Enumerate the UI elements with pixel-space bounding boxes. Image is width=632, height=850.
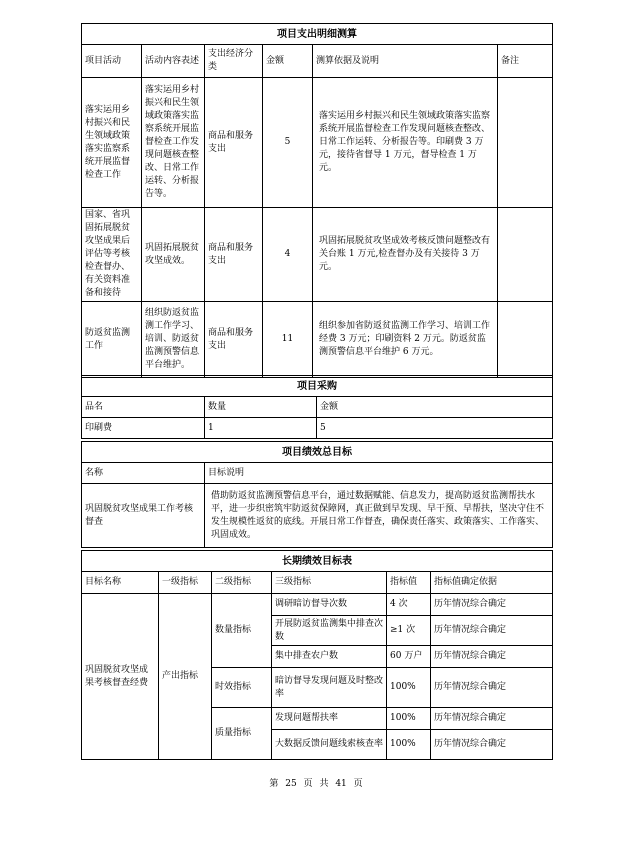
value-cell: 4 次 [387,594,431,616]
footer-prefix: 第 [269,779,279,789]
value-cell: 100% [387,730,431,760]
level3-cell: 大数据反馈问题线索核查率 [272,730,387,760]
level2-timeliness: 时效指标 [212,668,272,708]
footer-total-word: 共 [319,779,329,789]
level3-cell: 集中排查农户数 [272,646,387,668]
table-row [82,594,553,616]
table-row [82,208,553,302]
row-basis: 组织参加省防返贫监测工作学习、培训工作经费 3 万元；印刷资料 2 万元。防返贫监测预警信息平台维护 6 万元。 [313,302,498,378]
header-activity: 项目活动 [82,45,142,78]
current-page-number: 25 [285,779,297,789]
row-activity: 国家、省巩固拓展脱贫攻坚成果后评估等考核检查督办、有关资料准备和接待 [82,208,142,302]
footer-page-word: 页 [303,779,313,789]
header-basis: 测算依据及说明 [313,45,498,78]
row-content: 巩固拓展脱贫攻坚成效。 [142,208,205,302]
header-note: 备注 [498,45,553,78]
level2-quantity: 数量指标 [212,594,272,668]
row-basis: 巩固拓展脱贫攻坚成效考核反馈问题整改有关台账 1 万元,检查督办及有关接待 3 万元。 [313,208,498,302]
header-description: 目标说明 [205,463,553,484]
header-value: 指标值 [387,572,431,594]
row-amount: 11 [263,302,313,378]
header-item-name: 品名 [82,397,205,418]
header-content: 活动内容表述 [142,45,205,78]
row-note [498,208,553,302]
goal-name: 巩固脱贫攻坚成果工作考核督查 [82,484,205,548]
level3-cell: 调研暗访督导次数 [272,594,387,616]
header-name: 名称 [82,463,205,484]
level3-cell: 暗访督导发现问题及时整改率 [272,668,387,708]
value-basis-cell: 历年情况综合确定 [431,668,553,708]
level1-cell: 产出指标 [159,594,212,760]
header-level1: 一级指标 [159,572,212,594]
table-row [82,484,553,548]
purchase-table-title: 项目采购 [82,376,553,397]
value-basis-cell: 历年情况综合确定 [431,616,553,646]
header-quantity: 数量 [205,397,317,418]
value-basis-cell: 历年情况综合确定 [431,594,553,616]
longterm-table-title: 长期绩效目标表 [82,551,553,572]
value-basis-cell: 历年情况综合确定 [431,708,553,730]
header-amount: 金额 [317,397,553,418]
table-row [82,302,553,378]
row-content: 组织防返贫监测工作学习、培训、防返贫监测预警信息平台维护。 [142,302,205,378]
table-row [82,78,553,208]
item-name: 印刷费 [82,418,205,439]
performance-table-title: 项目绩效总目标 [82,442,553,463]
row-activity: 防返贫监测工作 [82,302,142,378]
footer-suffix: 页 [353,779,363,789]
table-row [82,418,553,439]
value-cell: 100% [387,708,431,730]
row-category: 商品和服务支出 [205,302,263,378]
expense-table-title: 项目支出明细测算 [82,24,553,45]
level3-cell: 开展防返贫监测集中排查次数 [272,616,387,646]
header-value-basis: 指标值确定依据 [431,572,553,594]
level3-cell: 发现问题帮扶率 [272,708,387,730]
row-amount: 5 [263,78,313,208]
header-goal-name: 目标名称 [82,572,159,594]
row-content: 落实运用乡村振兴和民生领域政策落实监察系统开展监督检查工作发现问题核查整改、日常工作运转、分析报告等。 [142,78,205,208]
header-amount: 金额 [263,45,313,78]
value-basis-cell: 历年情况综合确定 [431,646,553,668]
row-amount: 4 [263,208,313,302]
expense-detail-table [81,23,553,378]
level2-quality: 质量指标 [212,708,272,760]
row-category: 商品和服务支出 [205,78,263,208]
goal-description: 借助防返贫监测预警信息平台，通过数据赋能、信息发力，提高防返贫监测帮扶水平，进一步织密筑牢防返贫保障网，真正做到早发现、早干预、早帮扶，坚决守住不发生规模性返贫的底线。开展日常工作督查，确保责任落实、政策落实、工作落实、巩固成效。 [205,484,553,548]
row-note [498,78,553,208]
row-category: 商品和服务支出 [205,208,263,302]
header-level2: 二级指标 [212,572,272,594]
longterm-performance-table [81,550,553,760]
header-category: 支出经济分类 [205,45,263,78]
goal-name-cell: 巩固脱贫攻坚成果考核督查经费 [82,594,159,760]
item-amount: 5 [317,418,553,439]
value-basis-cell: 历年情况综合确定 [431,730,553,760]
page-footer [0,776,632,789]
header-level3: 三级指标 [272,572,387,594]
item-quantity: 1 [205,418,317,439]
value-cell: 60 万户 [387,646,431,668]
total-page-number: 41 [335,779,347,789]
performance-goal-table [81,441,553,548]
value-cell: ≥1 次 [387,616,431,646]
value-cell: 100% [387,668,431,708]
row-basis: 落实运用乡村振兴和民生领域政策落实监察系统开展监督检查工作发现问题核查整改、日常工作运转、分析报告等。印刷费 3 万元，接待省督导 1 万元，督导检查 1 万元。 [313,78,498,208]
row-activity: 落实运用乡村振兴和民生领域政策落实监察系统开展监督检查工作 [82,78,142,208]
purchase-table [81,375,553,439]
row-note [498,302,553,378]
